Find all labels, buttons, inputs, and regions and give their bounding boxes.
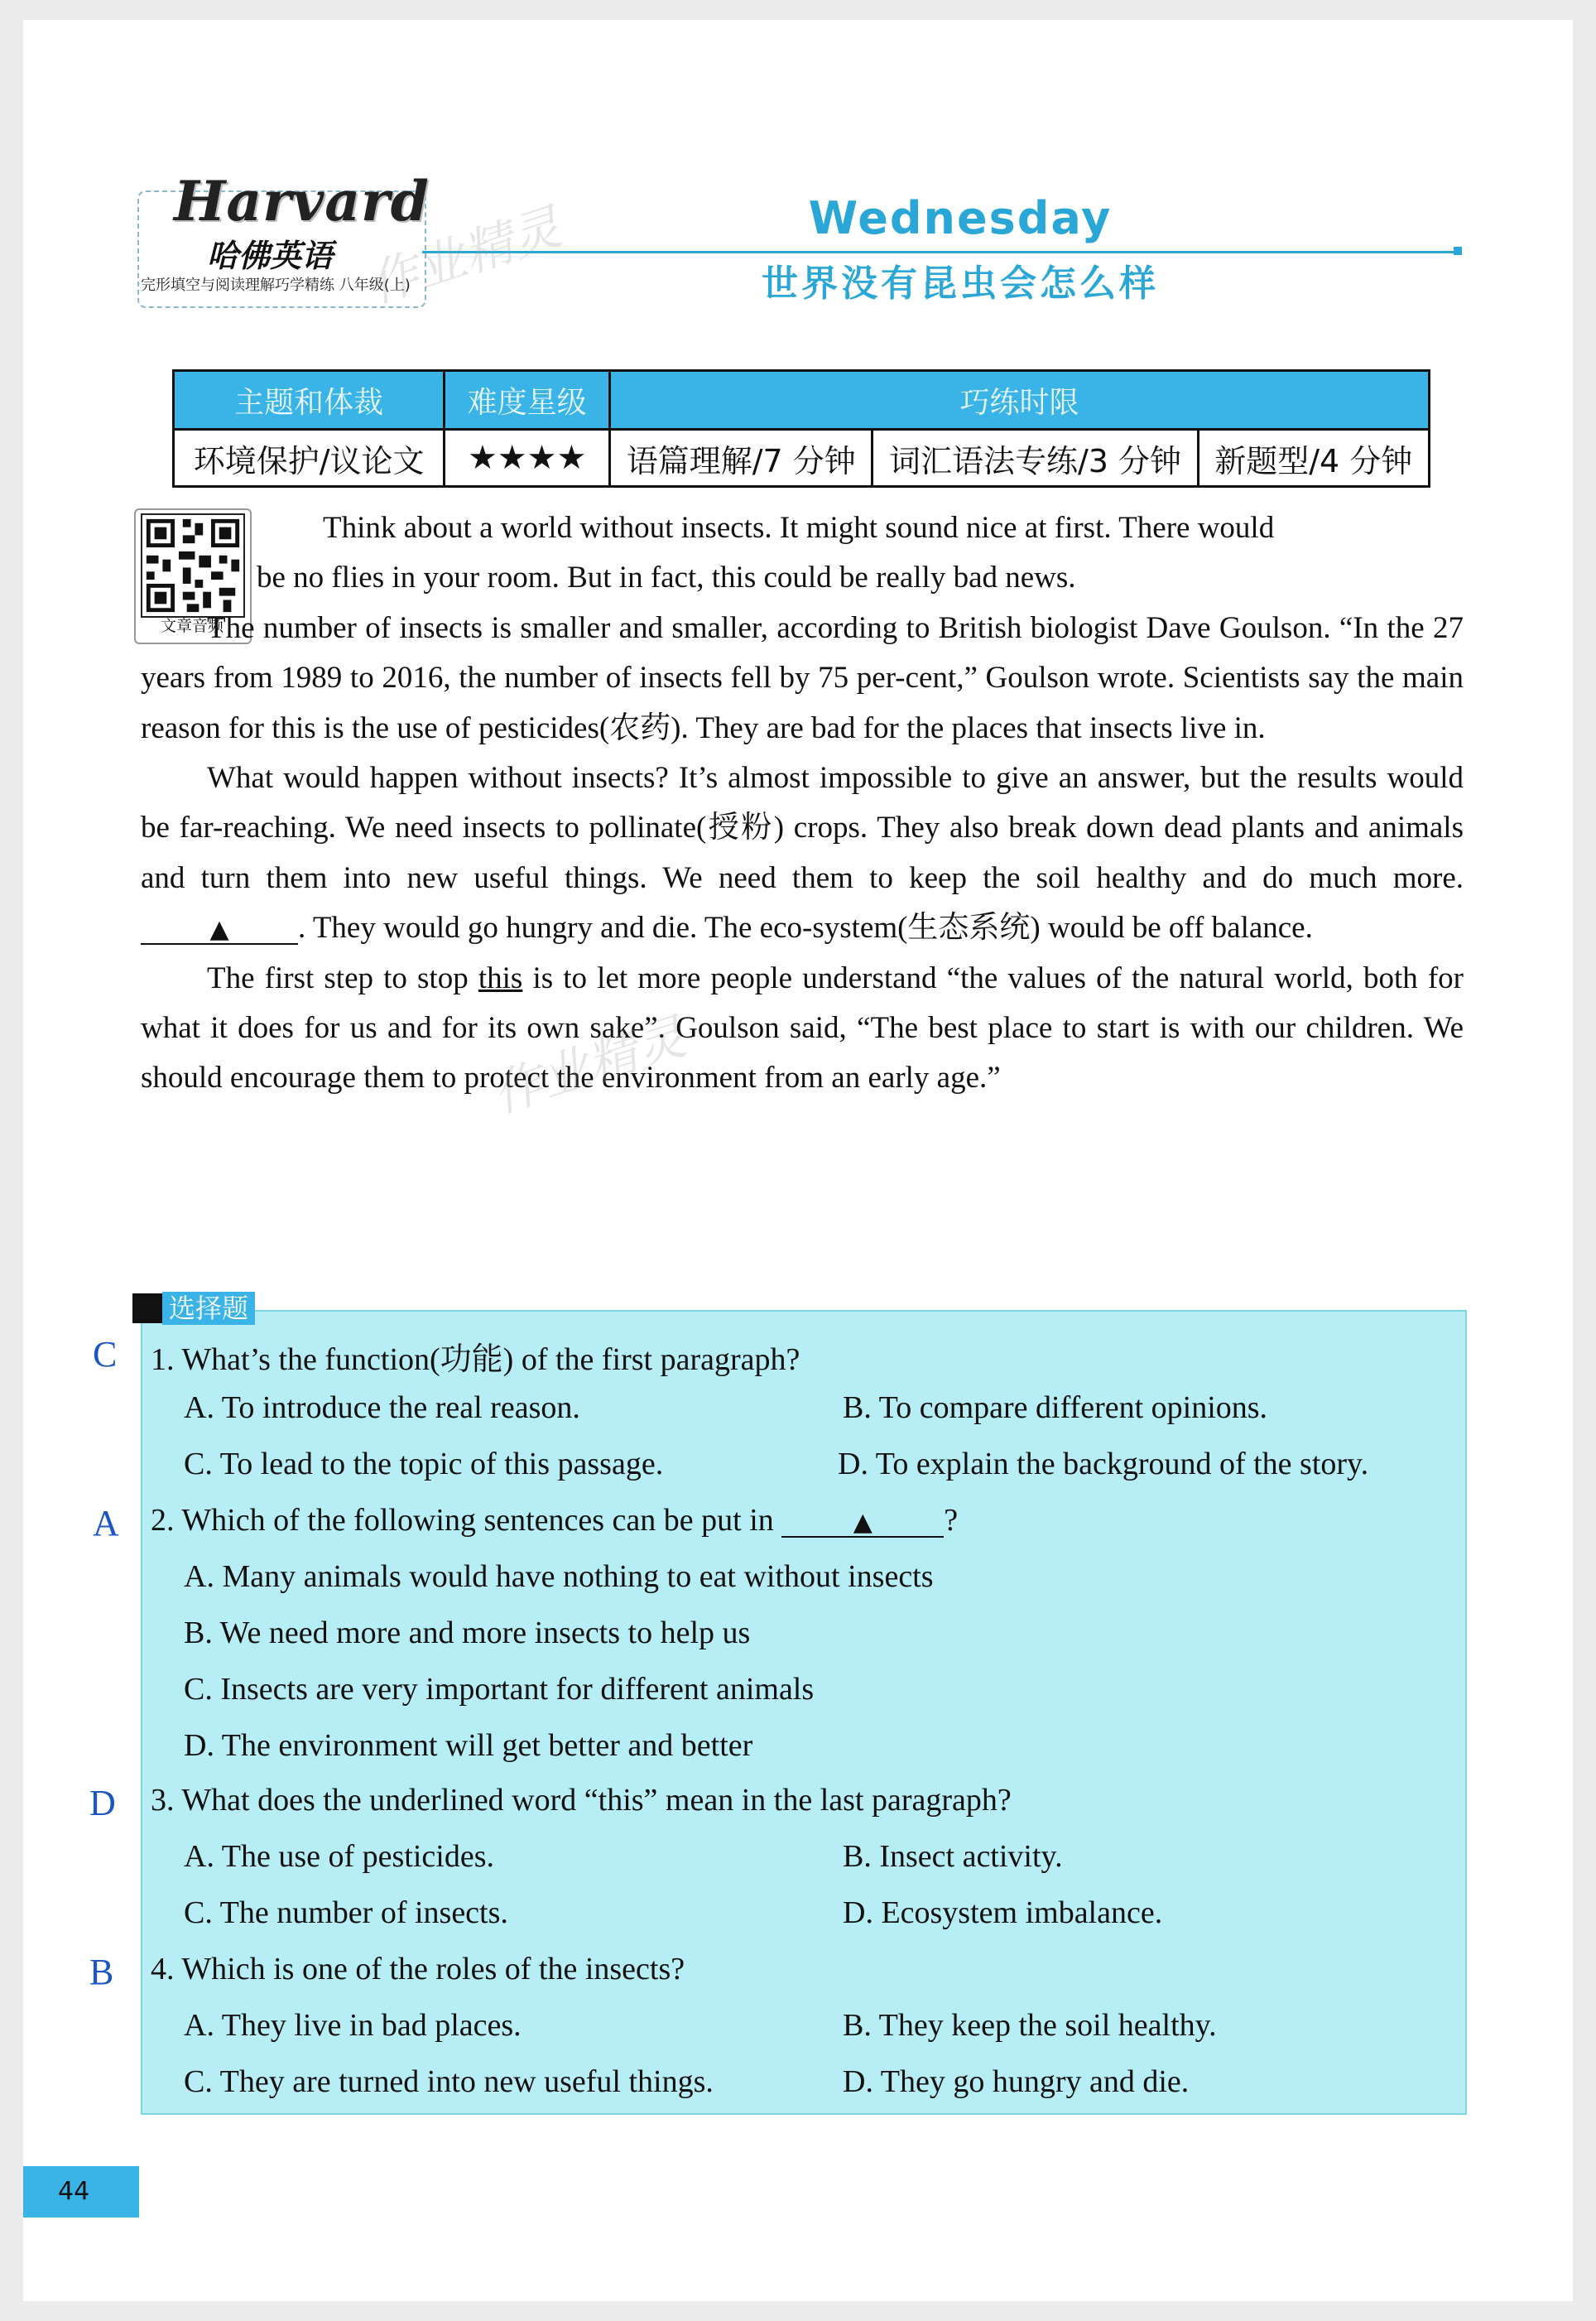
underlined-word: this (478, 961, 523, 995)
triangle-icon: ▲ (853, 1508, 873, 1537)
question-2-option-a[interactable]: A. Many animals would have nothing to eat without insects (184, 1559, 934, 1594)
question-1-stem: 1. What’s the function(功能) of the first paragraph? (151, 1342, 800, 1377)
header-rule-dot (1454, 247, 1462, 255)
day-title: Wednesday (808, 192, 1113, 244)
question-4-option-d[interactable]: D. They go hungry and die. (843, 2064, 1190, 2099)
paragraph-4-text-b: is to let more people understand “the values of the natural world, both for what it does for us and for its own sake”. Goulson said, “The best place to start is with our children. We should encourage them to protect the environment from an early age.” (141, 961, 1464, 1095)
paragraph-2 (141, 604, 1464, 754)
paragraph-4 (141, 954, 1464, 1104)
question-2-stem (151, 1502, 958, 1539)
question-1-option-d[interactable]: D. To explain the background of the story. (838, 1447, 1369, 1481)
paragraph-3 (141, 754, 1464, 954)
questions-box (141, 1310, 1467, 2115)
section-tag (132, 1292, 255, 1325)
paragraph-3-text-b: . They would go hungry and die. The eco-system(生态系统) would be off balance. (298, 911, 1313, 946)
cell-topic: 环境保护/议论文 (174, 430, 445, 487)
topic-title: 世界没有昆虫会怎么样 (762, 262, 1159, 305)
logo-chinese: 哈佛英语 (207, 238, 334, 274)
question-2-option-b[interactable]: B. We need more and more insects to help us (184, 1616, 751, 1650)
book-subtitle: 完形填空与阅读理解巧学精练 八年级(上) (141, 277, 411, 294)
cell-stars: ★★★★ (445, 430, 610, 487)
cell-new-type-time: 新题型/4 分钟 (1198, 430, 1429, 487)
question-2-stem-text: 2. Which of the following sentences can be put in (151, 1503, 782, 1538)
question-1-option-a[interactable]: A. To introduce the real reason. (184, 1390, 580, 1425)
paragraph-1-line-2: be no flies in your room. But in fact, this could be really bad news. (257, 561, 1076, 595)
qr-label: 文章音频 (160, 617, 224, 635)
watermark-middle: 作业精灵 (485, 1008, 693, 1125)
paragraph-1-line-1: Think about a world without insects. It might sound nice at first. There would (323, 511, 1275, 545)
cell-reading-time: 语篇理解/7 分钟 (610, 430, 873, 487)
question-3-option-c[interactable]: C. The number of insects. (184, 1895, 508, 1930)
header-time-limit: 巧练时限 (610, 371, 1430, 430)
answer-mark-1: C (93, 1334, 118, 1375)
header-topic: 主题和体裁 (174, 371, 445, 430)
answer-mark-3: D (89, 1783, 116, 1823)
section-label: 选择题 (162, 1292, 255, 1325)
answer-mark-4: B (89, 1952, 114, 1992)
answer-mark-2: A (93, 1503, 119, 1543)
paragraph-3-text-a: What would happen without insects? It’s almost impossible to give an answer, but the results would be far-reaching. We need insects to pollinate(授粉) crops. They also break down dead plants and animals and turn them into new useful things. We need them to keep the soil healthy and do much more. (141, 761, 1464, 895)
info-table-header (174, 371, 1430, 430)
question-2-stem-end: ? (944, 1503, 959, 1538)
watermark-top: 作业精灵 (361, 198, 569, 315)
question-2-option-c[interactable]: C. Insects are very important for different animals (184, 1672, 815, 1707)
question-4-option-a[interactable]: A. They live in bad places. (184, 2008, 522, 2043)
paragraph-4-text-a: The first step to stop (207, 961, 478, 995)
page-number: 44 (23, 2166, 139, 2217)
reading-passage (141, 503, 1464, 1104)
question-2-option-d[interactable]: D. The environment will get better and better (184, 1728, 753, 1763)
question-4-stem: 4. Which is one of the roles of the insects? (151, 1952, 685, 1986)
paragraph-2-text: The number of insects is smaller and smaller, according to British biologist Dave Goulson. “In the 27 years from 1989 to 2016, the number of insects fell by 75 per-cent,” Goulson wrote. Scientists say the main reason for this is the use of pesticides(农药). They are bad for the places that insects live in. (141, 610, 1464, 745)
triangle-icon: ▲ (209, 915, 229, 945)
logo-title: Harvard (174, 169, 430, 234)
info-table-row (174, 430, 1430, 487)
question-4-option-b[interactable]: B. They keep the soil healthy. (843, 2008, 1217, 2043)
question-1-option-c[interactable]: C. To lead to the topic of this passage. (184, 1447, 664, 1481)
section-square-icon (132, 1293, 162, 1323)
info-table (172, 369, 1430, 488)
question-3-option-b[interactable]: B. Insect activity. (843, 1839, 1063, 1874)
header-difficulty: 难度星级 (445, 371, 610, 430)
question-4-option-c[interactable]: C. They are turned into new useful things. (184, 2064, 714, 2099)
question-3-option-d[interactable]: D. Ecosystem imbalance. (843, 1895, 1163, 1930)
cell-vocab-time: 词汇语法专练/3 分钟 (873, 430, 1198, 487)
answer-blank (141, 913, 298, 945)
question-1-option-b[interactable]: B. To compare different opinions. (843, 1390, 1268, 1425)
question-2-blank (781, 1505, 944, 1538)
question-3-stem: 3. What does the underlined word “this” mean in the last paragraph? (151, 1783, 1012, 1818)
paragraph-1 (141, 503, 1464, 604)
question-3-option-a[interactable]: A. The use of pesticides. (184, 1839, 494, 1874)
